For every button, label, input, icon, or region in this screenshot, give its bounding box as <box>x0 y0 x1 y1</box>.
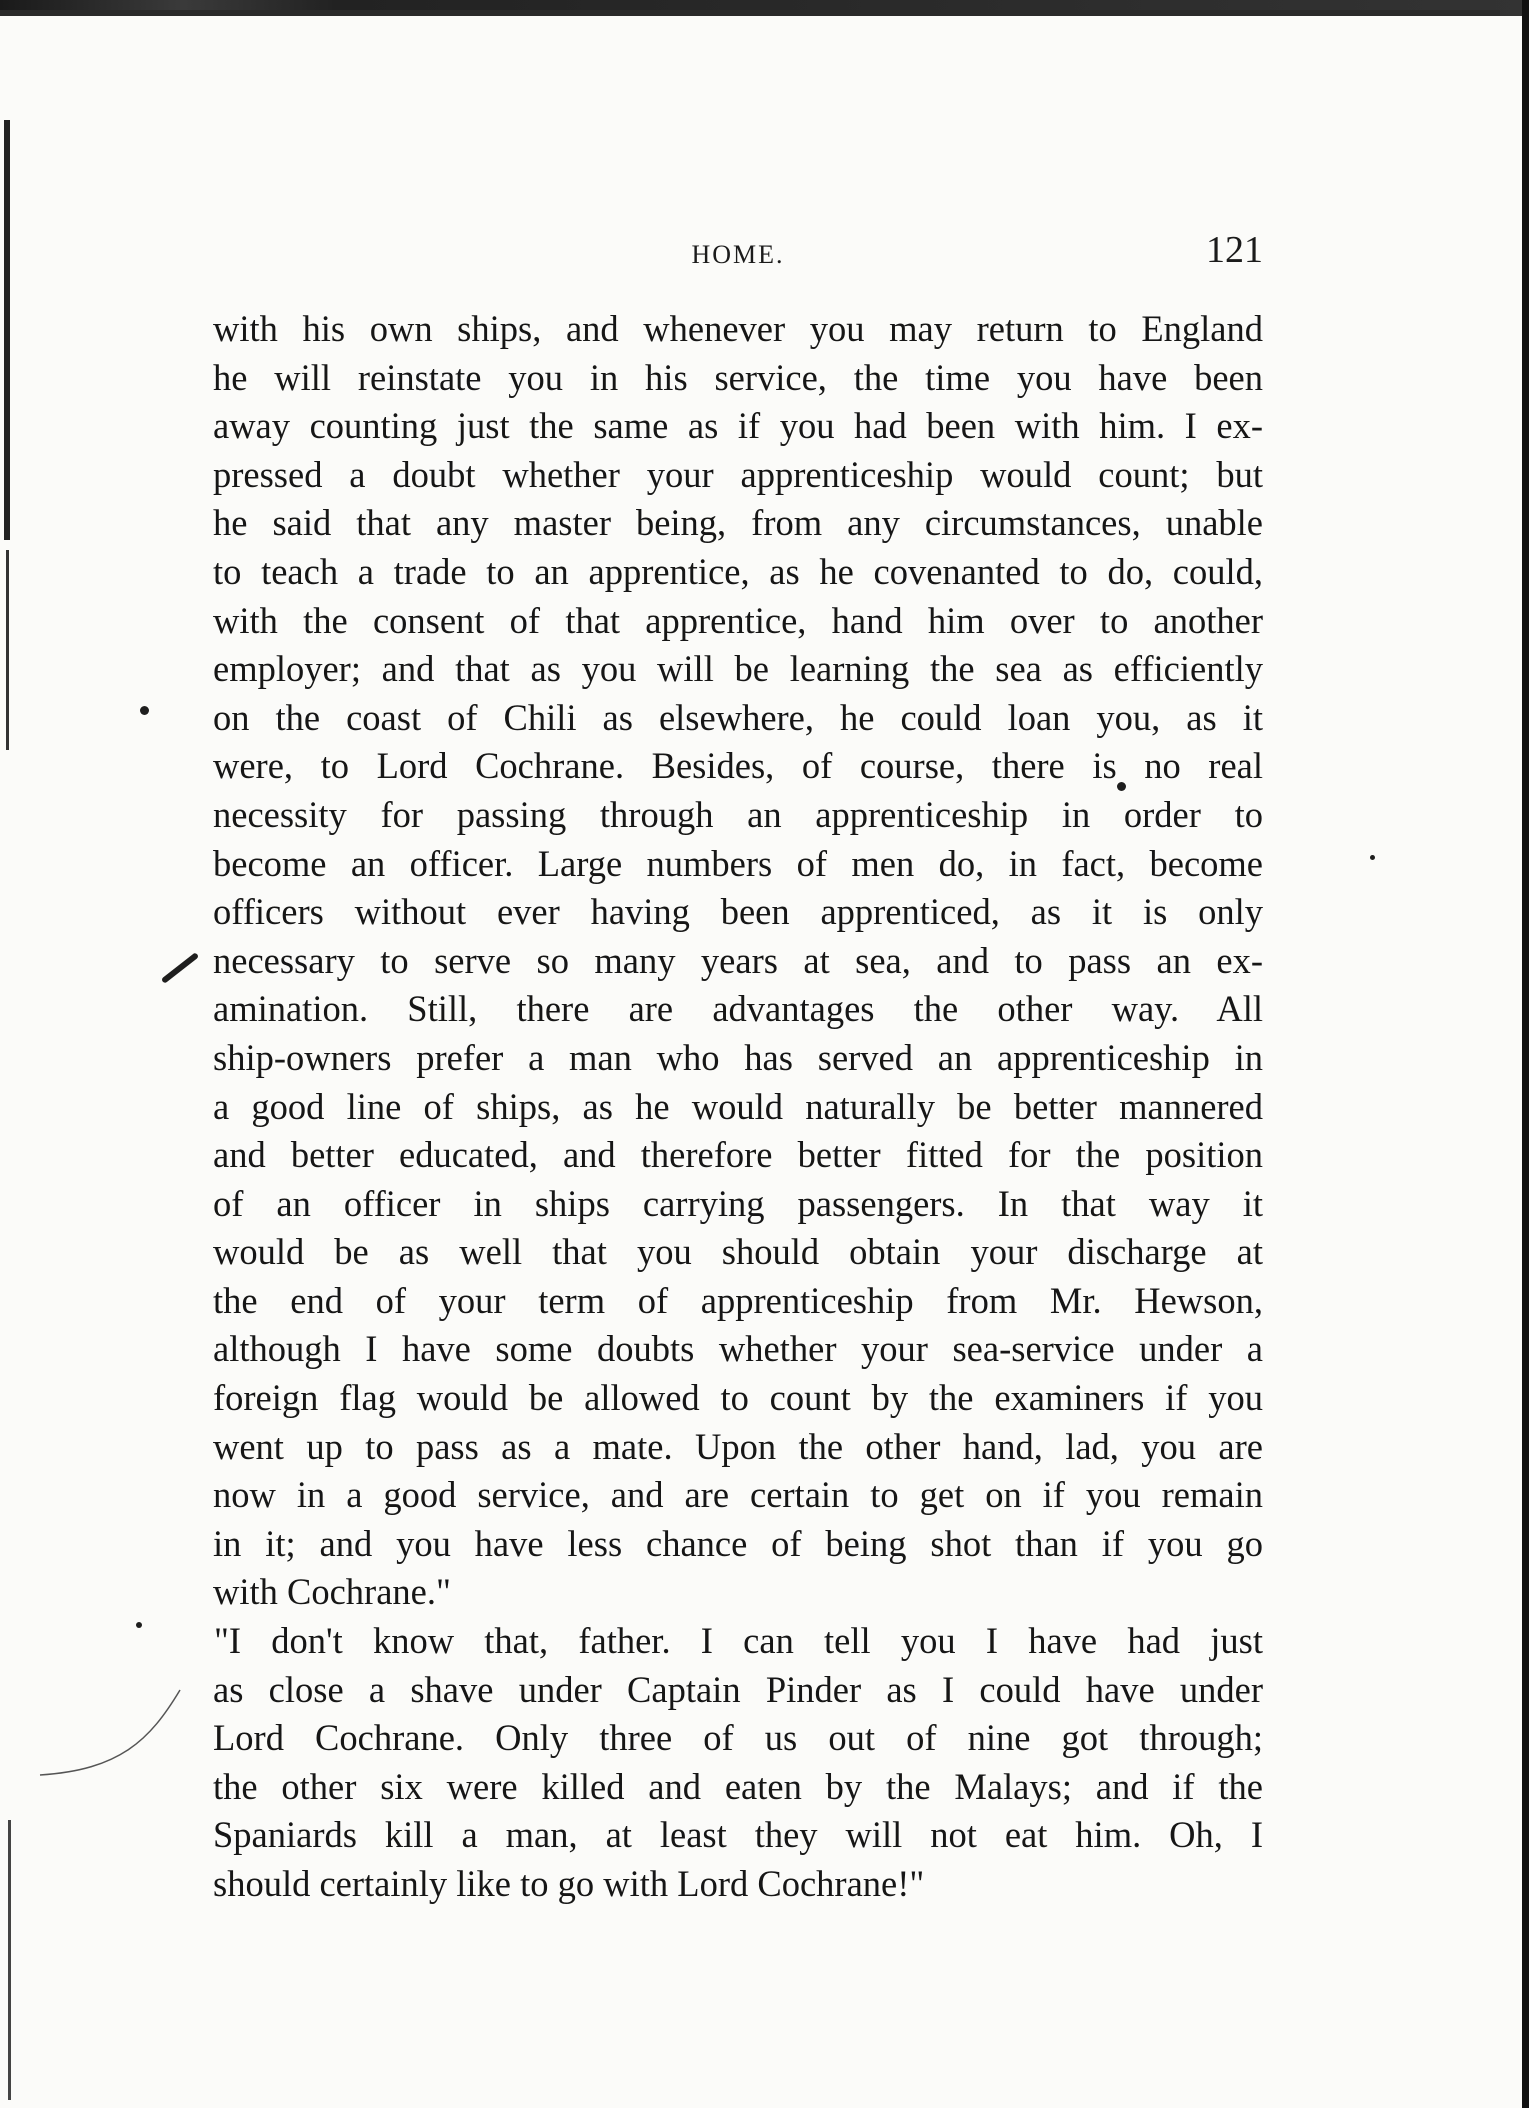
text-line: Spaniards kill a man, at least they will not eat him. Oh, I <box>213 1814 1263 1856</box>
ink-mark <box>161 952 199 984</box>
scan-edge-top-shadow <box>0 10 1500 16</box>
text-line: employer; and that as you will be learning the sea as efficiently <box>213 648 1263 690</box>
scan-edge-left-bottom <box>8 1820 11 2100</box>
text-line: he will reinstate you in his service, the time you have been <box>213 356 1263 398</box>
text-line: with Cochrane." <box>213 1571 451 1613</box>
text-line: with the consent of that apprentice, hand him over to another <box>213 599 1263 641</box>
text-line: of an officer in ships carrying passengers. In that way it <box>213 1182 1263 1224</box>
ink-mark <box>136 1622 142 1628</box>
text-line: with his own ships, and whenever you may return to England <box>213 308 1263 349</box>
text-line: a good line of ships, as he would naturally be better mannered <box>213 1085 1263 1127</box>
text-line: amination. Still, there are advantages the other way. All <box>213 988 1263 1030</box>
text-line: necessary to serve so many years at sea, and to pass an ex- <box>213 939 1263 981</box>
text-line: Lord Cochrane. Only three of us out of nine got through; <box>213 1717 1263 1759</box>
scan-edge-right <box>1522 0 1529 2108</box>
margin-pencil-stroke <box>30 1680 190 1800</box>
scan-edge-left <box>4 120 10 540</box>
text-line: "I don't know that, father. I can tell you I have had just <box>214 1620 1263 1662</box>
body-text <box>213 305 1263 1909</box>
text-line: pressed a doubt whether your apprenticeship would count; but <box>213 453 1263 495</box>
ink-mark <box>140 706 149 715</box>
page-number: 121 <box>1206 229 1263 271</box>
text-line: on the coast of Chili as elsewhere, he could loan you, as it <box>213 696 1263 738</box>
text-line: necessity for passing through an apprenticeship in order to <box>213 793 1263 835</box>
text-line: would be as well that you should obtain your discharge at <box>213 1231 1263 1273</box>
text-line: he said that any master being, from any circumstances, unable <box>213 502 1263 544</box>
text-line: went up to pass as a mate. Upon the other hand, lad, you are <box>213 1425 1263 1467</box>
text-line: away counting just the same as if you had been with him. I ex- <box>213 405 1263 447</box>
text-line: as close a shave under Captain Pinder as I could have under <box>213 1668 1263 1710</box>
ink-mark <box>1370 855 1375 860</box>
text-line: foreign flag would be allowed to count by the examiners if you <box>213 1377 1263 1419</box>
text-line: and better educated, and therefore better fitted for the position <box>213 1134 1263 1176</box>
text-line: the end of your term of apprenticeship from Mr. Hewson, <box>213 1279 1263 1321</box>
text-line: in it; and you have less chance of being shot than if you go <box>213 1522 1263 1564</box>
text-line: officers without ever having been apprenticed, as it is only <box>213 891 1263 933</box>
text-line: become an officer. Large numbers of men do, in fact, become <box>213 842 1263 884</box>
text-line: although I have some doubts whether your sea-service under a <box>213 1328 1263 1370</box>
text-line: were, to Lord Cochrane. Besides, of course, there is no real <box>213 745 1263 787</box>
running-head-title: HOME. <box>691 240 785 269</box>
paragraph <box>213 305 1263 1617</box>
text-line: now in a good service, and are certain to get on if you remain <box>213 1474 1263 1516</box>
text-line: the other six were killed and eaten by the Malays; and if the <box>213 1765 1263 1807</box>
text-line: should certainly like to go with Lord Cochrane!" <box>213 1863 925 1904</box>
running-head <box>213 228 1263 288</box>
scan-edge-left-lower <box>6 550 9 750</box>
text-line: to teach a trade to an apprentice, as he covenanted to do, could, <box>213 550 1263 592</box>
paragraph <box>213 1617 1263 1909</box>
text-line: ship-owners prefer a man who has served an apprenticeship in <box>213 1036 1263 1078</box>
